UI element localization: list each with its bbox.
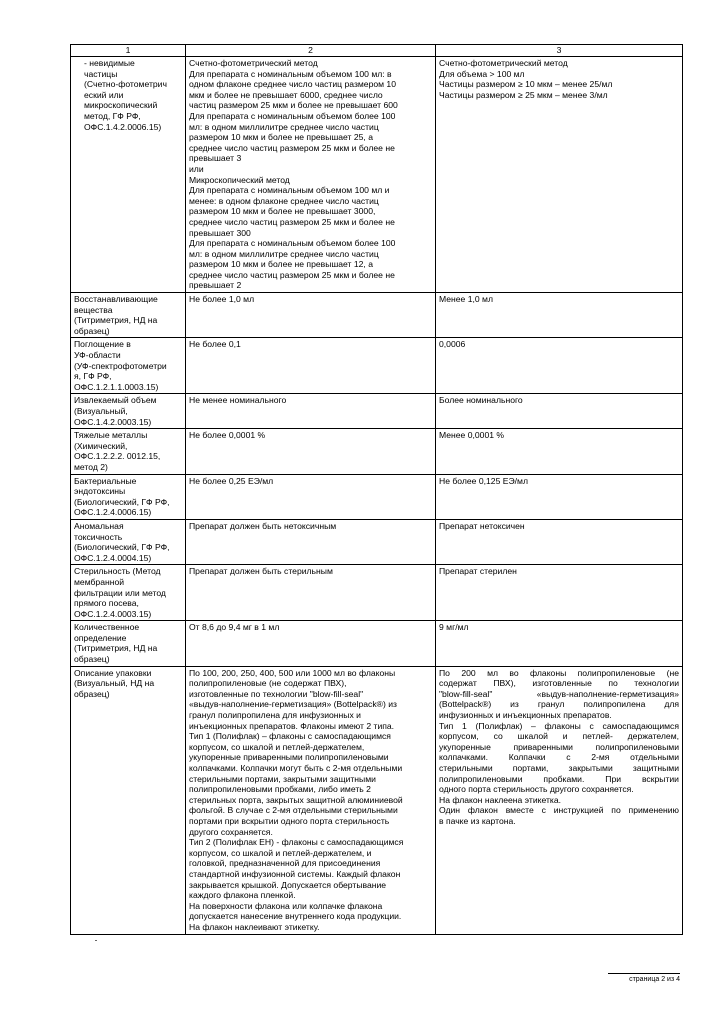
cell-line: инфузионных и инъекционных препаратов. [439, 710, 612, 721]
cell-line: Бактериальные [74, 475, 137, 486]
cell-line: корпусом, со шкалой и петлей- держателем, [439, 731, 679, 742]
cell-line: микроскопический [84, 100, 158, 111]
cell-line: полипропиленовыми пробками, либо иметь 2 [189, 784, 371, 795]
cell-line: среднее число частиц размером 25 мкм и более не [189, 216, 395, 227]
cell-line: определение [74, 632, 127, 643]
cell-line: От 8,6 до 9,4 мг в 1 мл [189, 622, 280, 633]
cell-line: стерильных порта, закрытых защитной алюминиевой [189, 794, 403, 805]
cell-line: головкой, предназначенной для присоединения [189, 858, 381, 869]
cell-line: изготовленные по технологии "blow-fill-seal" [189, 688, 364, 699]
cell-col-1 [71, 429, 186, 474]
specification-table [70, 44, 683, 935]
cell-line: УФ-области [74, 350, 121, 361]
cell-line: я, ГФ РФ, [74, 371, 112, 382]
cell-line: среднее число частиц размером 25 мкм и более не [189, 142, 395, 153]
table-row [71, 474, 683, 519]
cell-line: фольгой. В случае с 2-мя отдельными стерильными [189, 805, 398, 816]
cell-line: укупоренные приваренными полипропиленовыми [439, 741, 679, 752]
cell-line: Не более 1,0 мл [189, 294, 255, 305]
cell-col-1 [71, 666, 186, 934]
cell-line: Не более 0,1 [189, 339, 241, 350]
cell-line: Препарат нетоксичен [439, 520, 525, 531]
cell-line: Частицы размером ≥ 25 мкм – менее 3/мл [439, 89, 608, 100]
cell-line: превышает 3 [189, 153, 242, 164]
cell-line: Тяжелые металлы [74, 430, 148, 441]
cell-line: содержат ПВХ), изготовленные по технологии [439, 678, 679, 689]
cell-line: Тип 2 (Полифлак ЕН) - флаконы с самоспадающимся [189, 837, 404, 848]
cell-col-1 [71, 474, 186, 519]
cell-line: Препарат должен быть нетоксичным [189, 520, 337, 531]
cell-line: размером 10 мкм и более не превышает 12, а [189, 259, 373, 270]
cell-line: фильтрации или метод [74, 587, 166, 598]
cell-line: корпусом, со шкалой и петлей-держателем, и [189, 847, 372, 858]
cell-col-2 [186, 293, 436, 338]
cell-line: образец) [74, 654, 110, 665]
cell-line: размером 10 мкм и более не превышает 25, а [189, 132, 373, 143]
cell-line: гранул полипропилена для инфузионных и [189, 710, 361, 721]
cell-line: Количественное [74, 622, 140, 633]
table-row [71, 394, 683, 429]
cell-line: (Визуальный, [74, 406, 128, 416]
cell-line: ОФС.1.2.4.0004.15) [74, 552, 152, 563]
cell-line: Тип 1 (Полифлак) – флаконы с самоспадающимся [439, 720, 679, 731]
cell-line: токсичность [74, 531, 123, 542]
cell-line: допускается нанесение внутреннего кода продукции. [189, 911, 402, 922]
cell-col-3 [436, 666, 683, 934]
cell-line: Аномальная [74, 520, 124, 531]
cell-line: стандартной инфузионной системы. Каждый флакон [189, 868, 401, 879]
cell-col-2 [186, 338, 436, 394]
cell-line: (Биологический, ГФ РФ, [74, 542, 170, 553]
cell-line: "blow-fill-seal" «выдув-наполнение-герметизация» [439, 688, 679, 699]
scan-mark [95, 940, 97, 941]
cell-col-3 [436, 474, 683, 519]
table-row [71, 565, 683, 621]
cell-line: 0,0006 [439, 339, 466, 350]
cell-line: «выдув-наполнение-герметизация» (Bottelpack®) из [189, 699, 397, 710]
cell-line: ОФС.1.2.2.2. 0012.15, [74, 451, 161, 462]
table-row [71, 338, 683, 394]
cell-line: Для препарата с номинальным объемом более 100 [189, 238, 396, 249]
cell-line: каждого флакона пленкой. [189, 890, 296, 901]
cell-line: в пачке из картона. [439, 815, 516, 826]
cell-col-3 [436, 394, 683, 429]
cell-line: Извлекаемый объем [74, 395, 157, 406]
cell-col-3 [436, 621, 683, 666]
table-row [71, 57, 683, 293]
page-number: страница 2 из 4 [608, 973, 680, 984]
cell-line: мембранной [74, 576, 125, 587]
cell-col-1 [71, 57, 186, 293]
cell-line: Препарат должен быть стерильным [189, 566, 333, 577]
cell-line: менее: в одном флаконе среднее число частиц [189, 195, 379, 206]
cell-line: (Bottelpack®) из гранул полипропилена для [439, 699, 679, 710]
cell-col-1 [71, 394, 186, 429]
cell-line: На флакон наклеена этикетка. [439, 794, 562, 805]
cell-line: По 100, 200, 250, 400, 500 или 1000 мл во флаконы [189, 667, 396, 678]
cell-col-1 [71, 621, 186, 666]
cell-line: Для препарата с номинальным объемом 100 мл и [189, 185, 390, 196]
cell-line: Счетно-фотометрический метод [189, 58, 318, 68]
cell-col-1 [71, 519, 186, 564]
cell-col-1 [71, 565, 186, 621]
header-col-3: 3 [436, 45, 683, 57]
cell-line: Для объема > 100 мл [439, 68, 525, 79]
cell-line: портами при вскрытии одного порта стерильность [189, 815, 390, 826]
cell-line: (УФ-спектрофотометри [74, 360, 167, 371]
cell-line: Для препарата с номинальным объемом 100 мл: в [189, 68, 392, 79]
cell-line: полипропиленовыми пробками. При вскрытии [439, 773, 679, 784]
cell-line: образец) [74, 325, 110, 336]
cell-line: мкм и более не превышает 6000, среднее число [189, 89, 383, 100]
cell-col-3 [436, 57, 683, 293]
cell-line: превышает 300 [189, 227, 251, 238]
cell-line: Не более 0,25 ЕЭ/мл [189, 475, 274, 486]
cell-line: Не более 0,125 ЕЭ/мл [439, 475, 528, 486]
table-row [71, 293, 683, 338]
cell-line: укупоренные приваренными полипропиленовыми [189, 752, 389, 763]
cell-col-1 [71, 338, 186, 394]
cell-line: Менее 0,0001 % [439, 430, 505, 441]
cell-line: На флакон наклеивают этикетку. [189, 921, 320, 932]
table-row [71, 621, 683, 666]
cell-col-3 [436, 338, 683, 394]
table-row [71, 666, 683, 934]
header-col-2: 2 [186, 45, 436, 57]
cell-line: одного порта стерильность другого сохраняется. [439, 784, 634, 795]
cell-line: (Визуальный, НД на [74, 678, 155, 689]
cell-line: стерильными портами, закрытыми защитными [439, 763, 679, 773]
cell-line: 9 мг/мл [439, 622, 469, 633]
cell-line: размером 10 мкм и более не превышает 3000, [189, 206, 376, 217]
cell-line: (Титриметрия, НД на [74, 643, 158, 654]
cell-col-2 [186, 565, 436, 621]
cell-line: мл: в одном миллилитре среднее число частиц [189, 121, 379, 132]
cell-line: Для препарата с номинальным объемом более 100 [189, 110, 396, 121]
cell-line: закрывается крышкой. Допускается обертывание [189, 879, 387, 890]
cell-line: Не менее номинального [189, 395, 287, 406]
cell-col-1 [71, 293, 186, 338]
cell-line: частицы [84, 68, 118, 79]
cell-line: инъекционных препаратов. Флаконы имеют 2 типа. [189, 720, 395, 731]
cell-col-3 [436, 293, 683, 338]
cell-line: мл: в одном миллилитре среднее число частиц [189, 248, 379, 259]
cell-line: одном флаконе среднее число частиц размером 10 [189, 79, 396, 90]
cell-line: (Счетно-фотометрич [84, 79, 167, 90]
header-row [71, 45, 683, 57]
cell-line: - невидимые [84, 58, 135, 68]
cell-line: еский или [84, 89, 124, 100]
cell-col-2 [186, 474, 436, 519]
cell-line: вещества [74, 304, 113, 315]
cell-line: образец) [74, 688, 110, 699]
cell-line: (Титриметрия, НД на [74, 315, 158, 326]
cell-line: или [189, 163, 204, 174]
cell-line: среднее число частиц размером 25 мкм и более не [189, 269, 395, 280]
cell-line: ОФС.1.4.2.0006.15) [84, 121, 162, 132]
cell-col-2 [186, 429, 436, 474]
cell-line: (Биологический, ГФ РФ, [74, 496, 170, 507]
cell-line: На поверхности флакона или колпачке флакона [189, 900, 383, 911]
cell-line: колпачками. Колпачки могут быть с 2-мя отдельными [189, 763, 403, 773]
cell-line: колпачками. Колпачки с 2-мя отдельными [439, 752, 679, 763]
cell-line: прямого посева, [74, 598, 139, 609]
cell-line: Счетно-фотометрический метод [439, 58, 568, 68]
cell-line: Восстанавливающие [74, 294, 158, 305]
cell-line: ОФС.1.2.4.0006.15) [74, 507, 152, 518]
cell-col-3 [436, 429, 683, 474]
cell-line: другого сохраняется. [189, 826, 273, 837]
cell-line: Менее 1,0 мл [439, 294, 493, 305]
cell-line: Один флакон вместе с инструкцией по применению [439, 805, 679, 816]
cell-line: частиц размером 25 мкм и более не превышает 600 [189, 100, 398, 111]
cell-line: Препарат стерилен [439, 566, 517, 577]
cell-line: Поглощение в [74, 339, 131, 350]
cell-line: ОФС.1.4.2.0003.15) [74, 416, 152, 427]
cell-line: стерильными портами, закрытыми защитными [189, 773, 376, 784]
cell-line: ОФС.1.2.4.0003.15) [74, 608, 152, 619]
cell-line: Более номинального [439, 395, 523, 406]
cell-line: эндотоксины [74, 486, 126, 497]
table-row [71, 429, 683, 474]
cell-col-2 [186, 57, 436, 293]
header-col-1: 1 [71, 45, 186, 57]
cell-line: метод 2) [74, 461, 108, 472]
cell-line: метод, ГФ РФ, [84, 110, 141, 121]
cell-col-3 [436, 519, 683, 564]
cell-col-2 [186, 519, 436, 564]
cell-line: Не более 0,0001 % [189, 430, 266, 441]
cell-line: полипропиленовые (не содержат ПВХ), [189, 678, 347, 689]
cell-col-2 [186, 666, 436, 934]
cell-col-2 [186, 394, 436, 429]
cell-line: превышает 2 [189, 280, 242, 291]
cell-line: Микроскопический метод [189, 174, 290, 185]
cell-line: Описание упаковки [74, 667, 152, 678]
table-row [71, 519, 683, 564]
cell-line: Тип 1 (Полифлак) – флаконы с самоспадающимся [189, 731, 391, 742]
cell-line: корпусом, со шкалой и петлей-держателем, [189, 741, 365, 752]
cell-line: По 200 мл во флаконы полипропиленовые (не [439, 667, 679, 678]
cell-line: (Химический, [74, 440, 128, 451]
cell-line: Частицы размером ≥ 10 мкм – менее 25/мл [439, 79, 613, 90]
cell-col-3 [436, 565, 683, 621]
cell-line: Стерильность (Метод [74, 566, 161, 577]
cell-col-2 [186, 621, 436, 666]
cell-line: ОФС.1.2.1.1.0003.15) [74, 381, 159, 392]
